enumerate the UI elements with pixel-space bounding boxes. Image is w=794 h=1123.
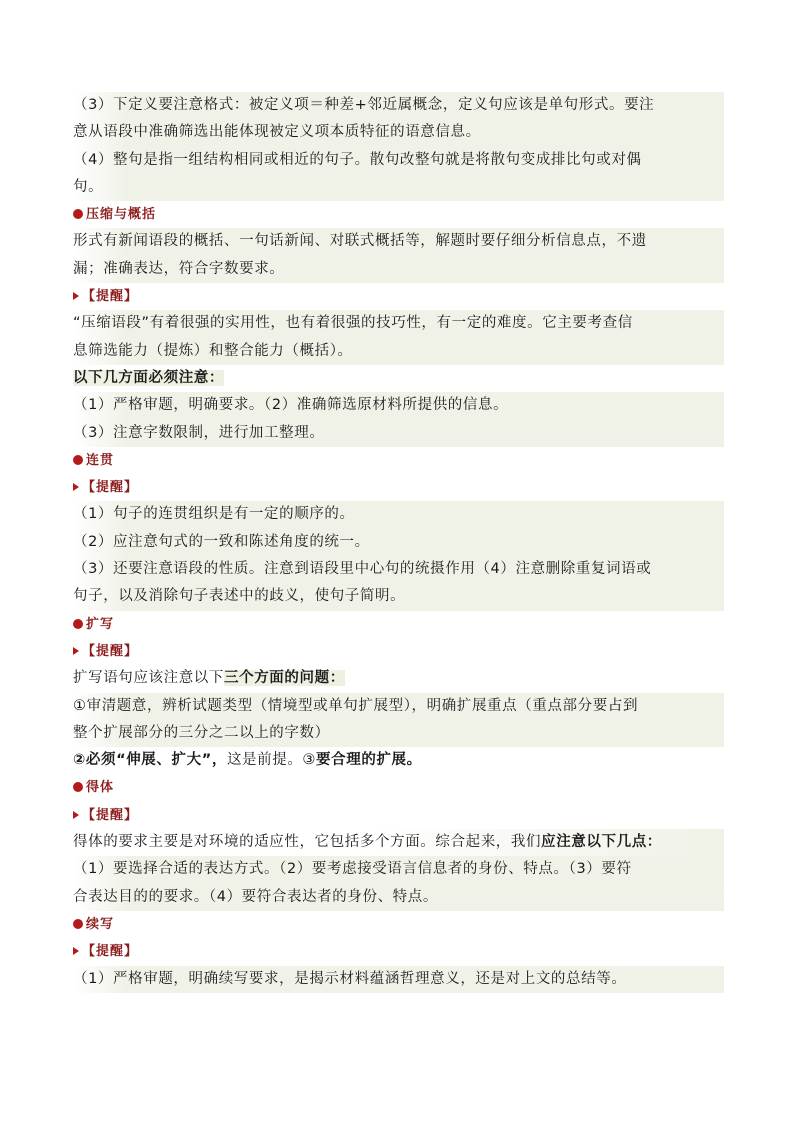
text-line: （1）严格审题，明确要求。（2）准确筛选原材料所提供的信息。	[73, 392, 724, 419]
text-line: （1）要选择合适的表达方式。（2）要考虑接受语言信息者的身份、特点。（3）要符	[73, 856, 724, 883]
emphasis-line: 以下几方面必须注意：	[73, 369, 224, 386]
text-line: （1）句子的连贯组织是有一定的顺序的。	[73, 501, 724, 528]
red-triangle-icon	[73, 947, 79, 955]
text-line: 得体的要求主要是对环境的适应性，它包括多个方面。综合起来，我们应注意以下几点：	[73, 829, 724, 856]
text-line: （1）严格审题，明确续写要求，是揭示材料蕴涵哲理意义，还是对上文的总结等。	[73, 966, 724, 993]
text-line: （4）整句是指一组结构相同或相近的句子。散句改整句就是将散句变成排比句或对偶	[73, 147, 724, 174]
red-bullet-icon	[73, 782, 83, 792]
text-line: ②必须“伸展、扩大”，这是前提。③要合理的扩展。	[73, 752, 422, 769]
text-line: 息筛选能力（提炼）和整合能力（概括）。	[73, 338, 724, 365]
text-line: 形式有新闻语段的概括、一句话新闻、对联式概括等，解题时要仔细分析信息点，不遗	[73, 228, 724, 255]
text-line: 漏；准确表达，符合字数要求。	[73, 256, 724, 283]
text-line: （3）注意字数限制，进行加工整理。	[73, 420, 724, 447]
red-triangle-icon	[73, 292, 79, 300]
document-body	[73, 92, 724, 993]
section-heading: 连贯	[73, 447, 724, 474]
red-triangle-icon	[73, 647, 79, 655]
section-heading: 得体	[73, 774, 724, 801]
text-line: “压缩语段”有着很强的实用性，也有着很强的技巧性，有一定的难度。它主要考查信	[73, 310, 724, 337]
section-heading: 续写	[73, 911, 724, 938]
text-line: （3）还要注意语段的性质。注意到语段里中心句的统摄作用（4）注意删除重复词语或	[73, 556, 724, 583]
text-line: （2）应注意句式的一致和陈述角度的统一。	[73, 529, 724, 556]
red-triangle-icon	[73, 483, 79, 491]
red-bullet-icon	[73, 619, 83, 629]
section-heading: 压缩与概括	[73, 201, 724, 228]
tip-label: 【提醒】	[73, 474, 724, 501]
red-triangle-icon	[73, 811, 79, 819]
tip-label: 【提醒】	[73, 638, 724, 665]
text-line: 句子，以及消除句子表述中的歧义，使句子简明。	[73, 583, 724, 610]
text-line: 整个扩展部分的三分之二以上的字数）	[73, 720, 724, 747]
text-line: （3）下定义要注意格式：被定义项＝种差+邻近属概念，定义句应该是单句形式。要注	[73, 92, 724, 119]
text-line: 意从语段中准确筛选出能体现被定义项本质特征的语意信息。	[73, 119, 724, 146]
text-line: 扩写语句应该注意以下三个方面的问题：	[73, 670, 345, 687]
tip-label: 【提醒】	[73, 802, 724, 829]
section-heading: 扩写	[73, 611, 724, 638]
tip-label: 【提醒】	[73, 283, 724, 310]
text-line: 合表达目的的要求。（4）要符合表达者的身份、特点。	[73, 884, 724, 911]
red-bullet-icon	[73, 455, 83, 465]
red-bullet-icon	[73, 919, 83, 929]
text-line: 句。	[73, 174, 724, 201]
tip-label: 【提醒】	[73, 938, 724, 965]
text-line: ①审清题意，辨析试题类型（情境型或单句扩展型），明确扩展重点（重点部分要占到	[73, 693, 724, 720]
red-bullet-icon	[73, 209, 83, 219]
